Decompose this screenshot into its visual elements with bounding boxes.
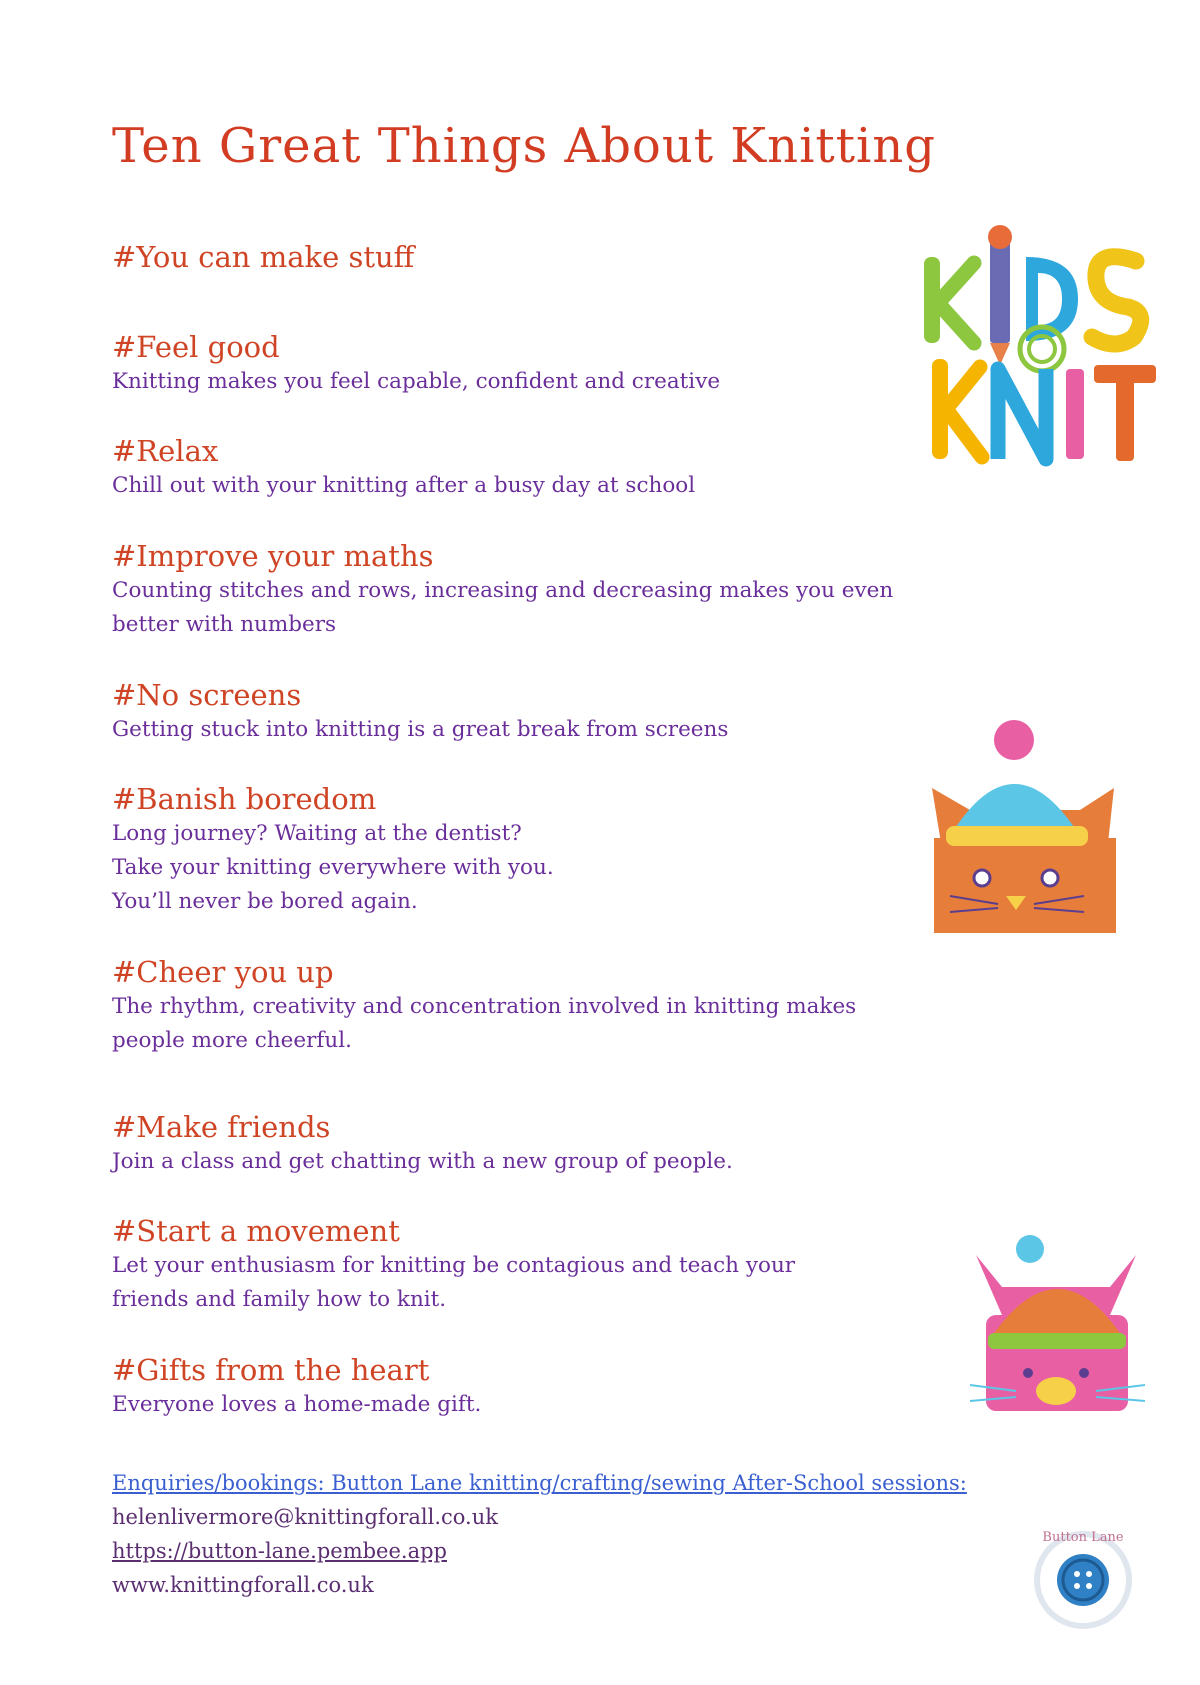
item-heading: #Banish boredom — [112, 782, 377, 816]
item-text: better with numbers — [112, 611, 337, 637]
item-make-stuff — [112, 240, 414, 275]
item-text: Chill out with your knitting after a busy day at school — [112, 472, 696, 498]
item-heading: #Feel good — [112, 330, 280, 364]
item-text: friends and family how to knit. — [112, 1286, 447, 1312]
button-lane-name: Button Lane — [1042, 1530, 1124, 1545]
item-heading: #You can make stuff — [112, 240, 415, 274]
item-heading: #No screens — [112, 678, 302, 712]
item-text: You’ll never be bored again. — [112, 888, 418, 914]
item-text: Everyone loves a home-made gift. — [112, 1391, 482, 1417]
cat-illustration — [910, 718, 1120, 933]
item-text: people more cheerful. — [112, 1027, 352, 1053]
button-lane-logo — [1030, 1527, 1136, 1633]
item-text: Let your enthusiasm for knitting be contagious and teach your — [112, 1252, 796, 1278]
item-heading: #Cheer you up — [112, 955, 334, 989]
item-banish-boredom — [112, 782, 554, 919]
website-link[interactable]: www.knittingforall.co.uk — [112, 1573, 374, 1597]
bear-illustration — [970, 1235, 1145, 1415]
item-relax — [112, 434, 695, 503]
enquiries-link[interactable]: Enquiries/bookings: Button Lane knitting/crafting/sewing After-School sessions: — [112, 1471, 967, 1495]
page-title: Ten Great Things About Knitting — [112, 118, 936, 174]
booking-link[interactable]: https://button-lane.pembee.app — [112, 1539, 447, 1563]
item-text: The rhythm, creativity and concentration involved in knitting makes — [112, 993, 857, 1019]
item-heading: #Make friends — [112, 1110, 331, 1144]
item-feel-good — [112, 330, 720, 399]
item-heading: #Relax — [112, 434, 219, 468]
item-text: Long journey? Waiting at the dentist? — [112, 820, 522, 846]
item-text: Join a class and get chatting with a new group of people. — [112, 1148, 733, 1174]
item-improve-maths — [112, 539, 893, 642]
item-cheer-up — [112, 955, 856, 1058]
item-heading: #Gifts from the heart — [112, 1353, 430, 1387]
contact-email[interactable]: helenlivermore@knittingforall.co.uk — [112, 1505, 498, 1529]
item-text: Counting stitches and rows, increasing and decreasing makes you even — [112, 577, 894, 603]
item-text: Getting stuck into knitting is a great break from screens — [112, 716, 729, 742]
item-no-screens — [112, 678, 728, 747]
contact-footer — [112, 1466, 967, 1602]
item-text: Take your knitting everywhere with you. — [112, 854, 554, 880]
item-text: Knitting makes you feel capable, confident and creative — [112, 368, 721, 394]
item-heading: #Improve your maths — [112, 539, 434, 573]
item-heading: #Start a movement — [112, 1214, 400, 1248]
item-make-friends — [112, 1110, 733, 1179]
item-gifts — [112, 1353, 481, 1422]
item-start-movement — [112, 1214, 795, 1317]
kids-knit-logo — [918, 225, 1158, 470]
